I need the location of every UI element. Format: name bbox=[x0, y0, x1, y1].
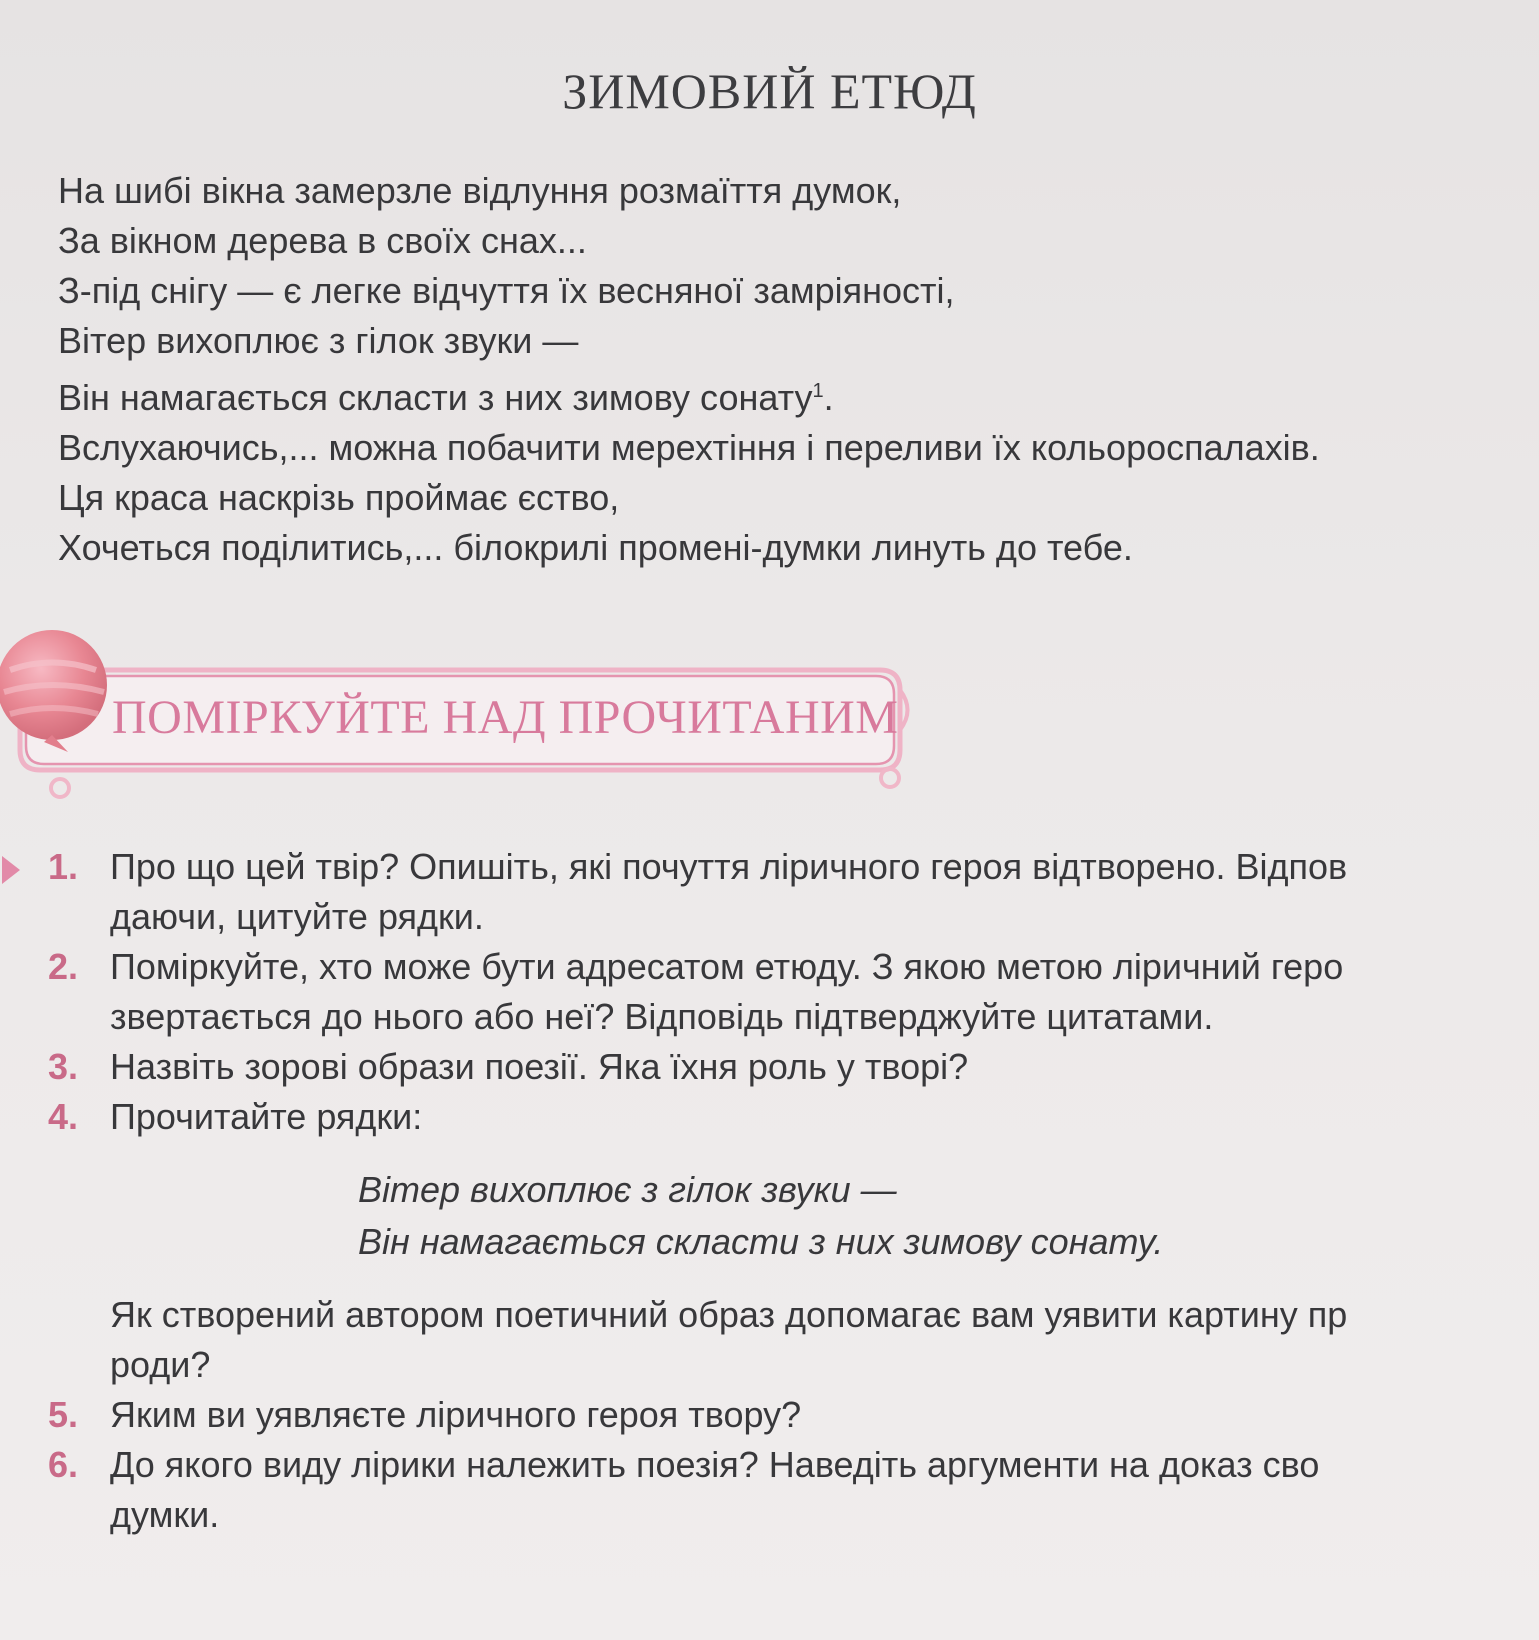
poem-line: Ця краса наскрізь проймає єство, bbox=[58, 477, 620, 518]
footnote-mark: 1 bbox=[812, 380, 824, 402]
question-text: Назвіть зорові образи поезії. Яка їхня роль у творі? bbox=[110, 1046, 969, 1087]
question-item bbox=[0, 842, 1539, 942]
quote-line: Він намагається скласти з них зимову сонату. bbox=[358, 1221, 1164, 1262]
question-number: 4. bbox=[48, 1096, 79, 1137]
question-item bbox=[0, 1440, 1539, 1540]
section-title: ПОМІРКУЙТЕ НАД ПРОЧИТАНИМ bbox=[112, 691, 899, 744]
questions-list bbox=[0, 842, 1539, 1540]
question-item bbox=[0, 1390, 1539, 1440]
poem-line-end: . bbox=[823, 377, 834, 418]
question-text: думки. bbox=[110, 1494, 220, 1535]
question-item bbox=[0, 1092, 1539, 1142]
question-text: До якого виду лірики належить поезія? Наведіть аргументи на доказ сво bbox=[110, 1444, 1320, 1485]
question-text: Яким ви уявляєте ліричного героя твору? bbox=[110, 1394, 802, 1435]
question-text: Поміркуйте, хто може бути адресатом етюду. З якою метою ліричний геро bbox=[110, 946, 1344, 987]
question-followup bbox=[0, 1290, 1539, 1390]
question-item bbox=[0, 942, 1539, 1042]
poem-line: На шибі вікна замерзле відлуння розмаїття думок, bbox=[58, 170, 902, 211]
question-text: даючи, цитуйте рядки. bbox=[110, 896, 484, 937]
question-text: Прочитайте рядки: bbox=[110, 1096, 423, 1137]
question-text: роди? bbox=[110, 1344, 211, 1385]
poem-line: З-під снігу — є легке відчуття їх весняної замріяності, bbox=[58, 270, 955, 311]
quoted-lines bbox=[358, 1164, 1539, 1268]
poem-body bbox=[58, 166, 1528, 573]
poem-line: Вслухаючись,... можна побачити мерехтіння і переливи їх кольороспалахів. bbox=[58, 427, 1320, 468]
question-number: 3. bbox=[48, 1046, 79, 1087]
quote-line: Вітер вихоплює з гілок звуки — bbox=[358, 1169, 897, 1210]
question-text: звертається до нього або неї? Відповідь підтверджуйте цитатами. bbox=[110, 996, 1214, 1037]
question-text: Про що цей твір? Опишіть, які почуття ліричного героя відтворено. Відпов bbox=[110, 846, 1348, 887]
poem-line-with-footnote bbox=[58, 366, 1528, 423]
section-header-banner bbox=[0, 630, 920, 810]
question-text: Як створений автором поетичний образ допомагає вам уявити картину пр bbox=[110, 1294, 1348, 1335]
poem-line: Вітер вихоплює з гілок звуки — bbox=[58, 320, 579, 361]
question-number: 2. bbox=[48, 946, 79, 987]
poem-line-text: Він намагається скласти з них зимову сонату bbox=[58, 377, 813, 418]
poem-line: За вікном дерева в своїх снах... bbox=[58, 220, 587, 261]
question-number: 1. bbox=[48, 846, 79, 887]
poem-title: ЗИМОВИЙ ЕТЮД bbox=[562, 63, 977, 119]
question-item bbox=[0, 1042, 1539, 1092]
poem-line: Хочеться поділитись,... білокрилі промені-думки линуть до тебе. bbox=[58, 527, 1133, 568]
question-number: 5. bbox=[48, 1394, 79, 1435]
question-number: 6. bbox=[48, 1444, 79, 1485]
